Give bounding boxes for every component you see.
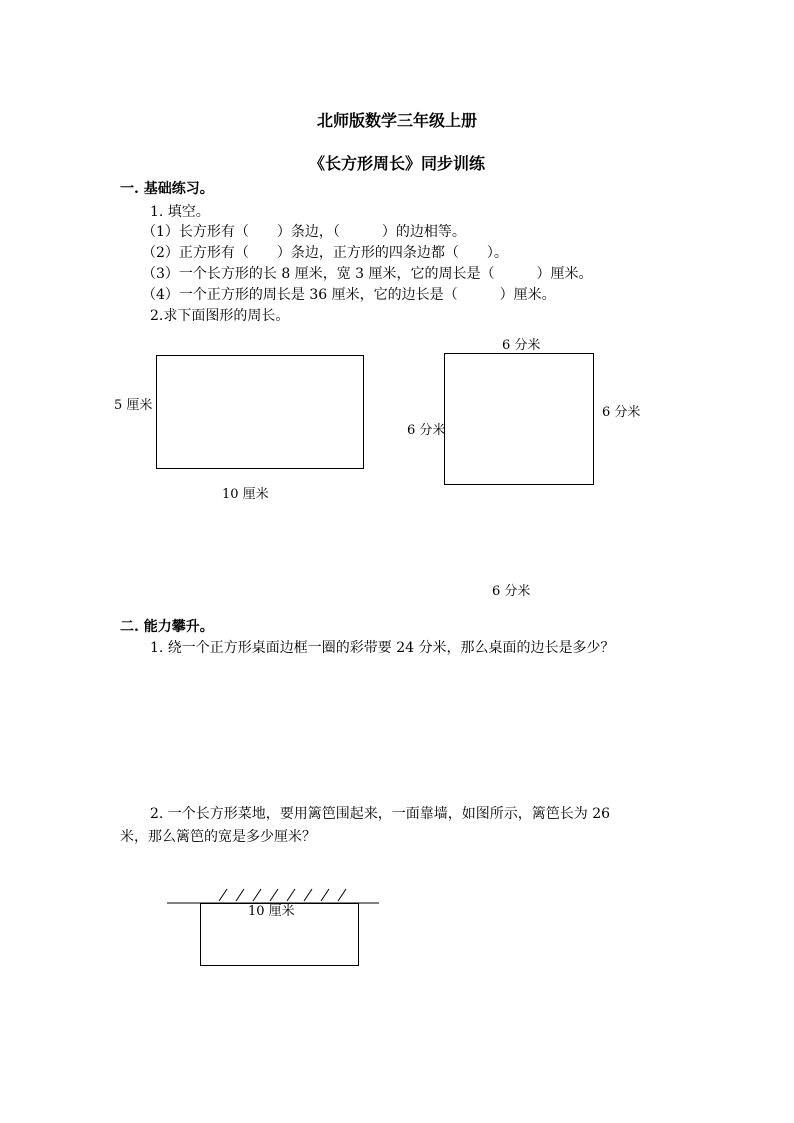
square-left-label: 6 分米 (407, 423, 446, 438)
page-subtitle: 《长方形周长》同步训练 (308, 154, 485, 173)
fill-item-3: （3）一个长方形的长 8 厘米，宽 3 厘米，它的周长是（ ）厘米。 (142, 266, 593, 282)
wall-length-label: 10 厘米 (248, 904, 295, 919)
fill-item-2: （2）正方形有（ ）条边，正方形的四条边都（ ）。 (142, 245, 508, 261)
ability-question-2-line2: 米，那么篱笆的宽是多少厘米？ (120, 829, 316, 845)
section2-heading: 二. 能力攀升。 (120, 619, 214, 635)
square-bottom-label: 6 分米 (492, 584, 531, 599)
wall-hatching (219, 889, 346, 901)
question-fill-title: 1. 填空。 (150, 204, 210, 220)
fill-item-4: （4）一个正方形的周长是 36 厘米，它的边长是（ ）厘米。 (142, 287, 556, 303)
rectangle-length-label: 10 厘米 (222, 487, 269, 502)
page-title: 北师版数学三年级上册 (316, 111, 477, 130)
fill-item-1: （1）长方形有（ ）条边，（ ）的边相等。 (142, 224, 466, 240)
rectangle-width-label: 5 厘米 (114, 398, 153, 413)
square-right-label: 6 分米 (602, 405, 641, 420)
question-perimeter-title: 2.求下面图形的周长。 (150, 308, 290, 324)
section1-heading: 一. 基础练习。 (120, 181, 214, 197)
ability-question-1: 1. 绕一个正方形桌面边框一圈的彩带要 24 分米，那么桌面的边长是多少？ (150, 640, 615, 656)
square-top-label: 6 分米 (502, 338, 541, 353)
ability-question-2-line1: 2. 一个长方形菜地，要用篱笆围起来，一面靠墙，如图所示，篱笆长为 26 (150, 806, 611, 822)
